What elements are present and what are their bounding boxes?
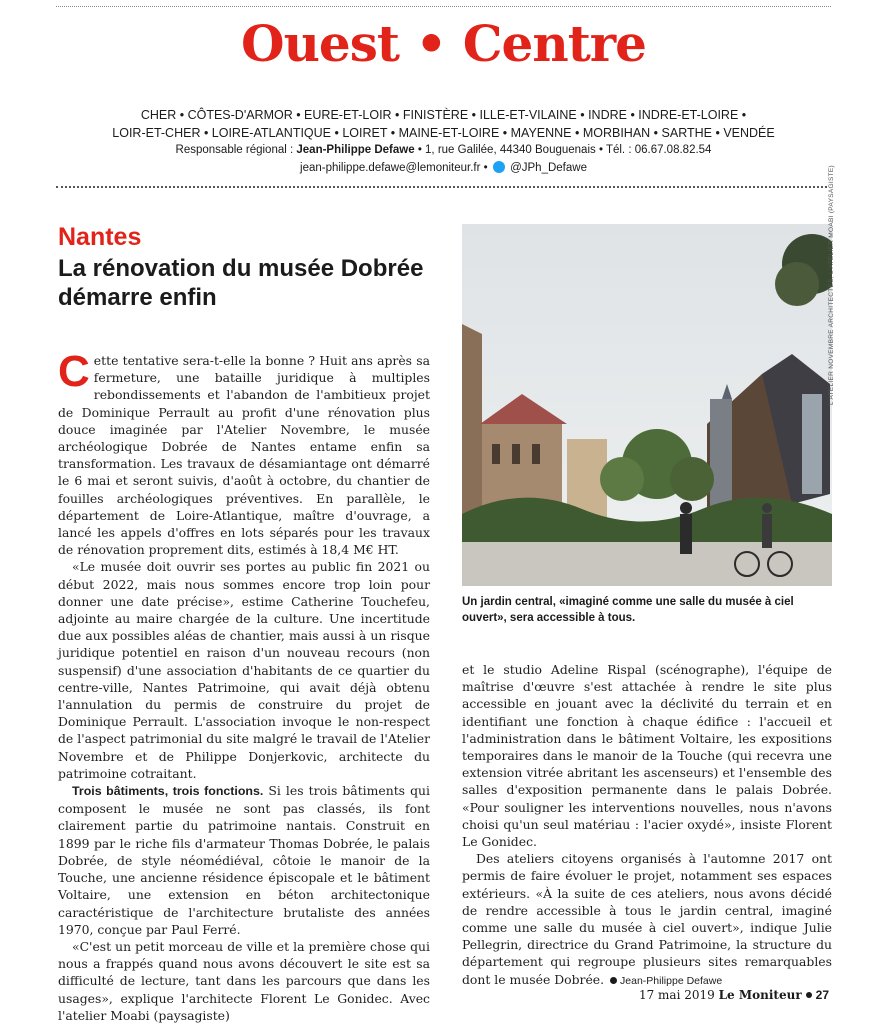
contact-name: Jean-Philippe Defawe [296, 144, 415, 156]
paragraph-3: Trois bâtiments, trois fonctions. Si les trois bâtiments qui composent le musée ne sont pas classés, ils font clairement partie du patrimoine nantais. Construit en 1899 par le riche fils d'armateur Thomas Dobrée, le palais Dobrée, de style néomédiéval, côtoie le manoir de la Touche, une ancienne résidence épiscopale et le bâtiment Voltaire, une extension en béton architectonique caractéristique de l'architecture brutaliste des années 1970, conçue par Paul Ferré. [58, 783, 430, 937]
paragraph-2: «Le musée doit ouvrir ses portes au public fin 2021 ou début 2022, mais nous sommes encore trop loin pour donner une date précise», estime Catherine Touchefeu, adjointe au maire chargée de la culture. Une incertitude due aux possibles aléas de chantier, mais aussi à un risque juridique potentiel en raison d'un nouveau recours (non suspensif) d'une association d'habitants de ce quartier du centre-ville, Nantes Patrimoine, qui avait déjà obtenu l'annulation du permis de construire du projet de Dominique Perrault. L'association invoque le non-respect de l'aspect patrimonial du site malgré le travail de l'Atelier Novembre et de Philippe Donjerkovic, architecte du patrimoine cotraitant. [58, 559, 430, 781]
end-mark-dot [610, 977, 617, 984]
paragraph-6: Des ateliers citoyens organisés à l'automne 2017 ont permis de faire évoluer le projet, notamment ses espaces extérieurs. «À la suite de ces ateliers, nous avons décidé de rendre accessible à tous le jardin central, imaginé comme une salle du musée à ciel ouvert», indique Julie Pellegrin, directrice du Grand Patrimoine, la structure du département qui regroupe plusieurs sites remarquables dont le musée Dobrée. Jean-Philippe Defawe [462, 851, 832, 987]
footer-dot [806, 992, 812, 998]
contact-address: • 1, rue Galilée, 44340 Bouguenais • Tél. : 06.67.08.82.54 [414, 144, 712, 156]
header-divider [56, 186, 827, 188]
region-list [60, 106, 827, 142]
region-list-line-2: LOIR-ET-CHER • LOIRE-ATLANTIQUE • LOIRET • MAINE-ET-LOIRE • MAYENNE • MORBIHAN • SARTHE • VENDÉE [112, 126, 775, 140]
photo-credit: L'ATELIER NOVEMBRE ARCHITECTES, L'ATELIER MOABI (PAYSAGISTE) [828, 165, 835, 405]
twitter-icon [493, 161, 505, 173]
article-column-left [58, 347, 430, 1024]
museum-rendering-photo [462, 224, 832, 586]
article-byline: Jean-Philippe Defawe [620, 974, 723, 987]
magazine-name: Le Moniteur [718, 988, 802, 1002]
paragraph-5: et le studio Adeline Rispal (scénographe), l'équipe de maîtrise d'œuvre s'est attachée à rendre le site plus accessible en jouant avec la déclivité du terrain et en identifiant une fonction à chaque édifice : l'accueil et l'administration dans le bâtiment Voltaire, les expositions temporaires dans le manoir de la Touche (qui recevra une extension vitrée abritant les ascenseurs) et l'ensemble des salles d'exposition permanente dans le palais Dobrée. «Pour souligner les interventions nouvelles, nous n'avons choisi qu'un seul matériau : l'acier oxydé», insiste Florent Le Gonidec. [462, 662, 832, 850]
issue-date: 17 mai 2019 [638, 988, 719, 1002]
contact-line-2 [60, 159, 827, 177]
contact-line-1 [60, 141, 827, 159]
article-headline: La rénovation du musée Dobrée démarre enfin [58, 255, 424, 311]
top-rule [56, 6, 831, 7]
page-footer [639, 988, 829, 1002]
contact-email: jean-philippe.defawe@lemoniteur.fr • [300, 162, 491, 174]
subheading: Trois bâtiments, trois fonctions. [72, 784, 264, 799]
contact-twitter: @JPh_Defawe [506, 162, 587, 174]
paragraph-4: «C'est un petit morceau de ville et la première chose qui nous a frappés quand nous avons découvert le site est sa difficulté de lecture, tant dans les parcours que dans les usages», explique l'architecte Florent Le Gonidec. Avec l'atelier Moabi (paysagiste) [58, 938, 430, 1023]
section-title: Ouest • Centre [241, 14, 646, 73]
page-number: 27 [815, 988, 829, 1002]
photo-caption: Un jardin central, «imaginé comme une salle du musée à ciel ouvert», sera accessible à tous. [462, 596, 794, 624]
regional-contact [60, 141, 827, 177]
article-kicker: Nantes [58, 223, 142, 251]
drop-cap: C [58, 347, 90, 396]
contact-label: Responsable régional : [175, 144, 297, 156]
article-column-right [462, 661, 832, 990]
region-list-line-1: CHER • CÔTES-D'ARMOR • EURE-ET-LOIR • FINISTÈRE • ILLE-ET-VILAINE • INDRE • INDRE-ET-LOIRE • [140, 108, 747, 122]
paragraph-1: Cette tentative sera-t-elle la bonne ? Huit ans après sa fermeture, une bataille juridique à multiples rebondissements et l'abandon de l'ambitieux projet de Dominique Perrault au profit d'une rénovation plus douce imaginée par l'Atelier Novembre, le musée archéologique Dobrée de Nantes entame enfin sa transformation. Les travaux de désamiantage ont démarré le 6 mai et seront suivis, d'août à octobre, du chantier de fouilles archéologiques préventives. En parallèle, le département de Loire-Atlantique, maître d'ouvrage, a lancé les appels d'offres en lots séparés pour les travaux de rénovation proprement dits, estimés à 18,4 M€ HT. [58, 347, 430, 558]
